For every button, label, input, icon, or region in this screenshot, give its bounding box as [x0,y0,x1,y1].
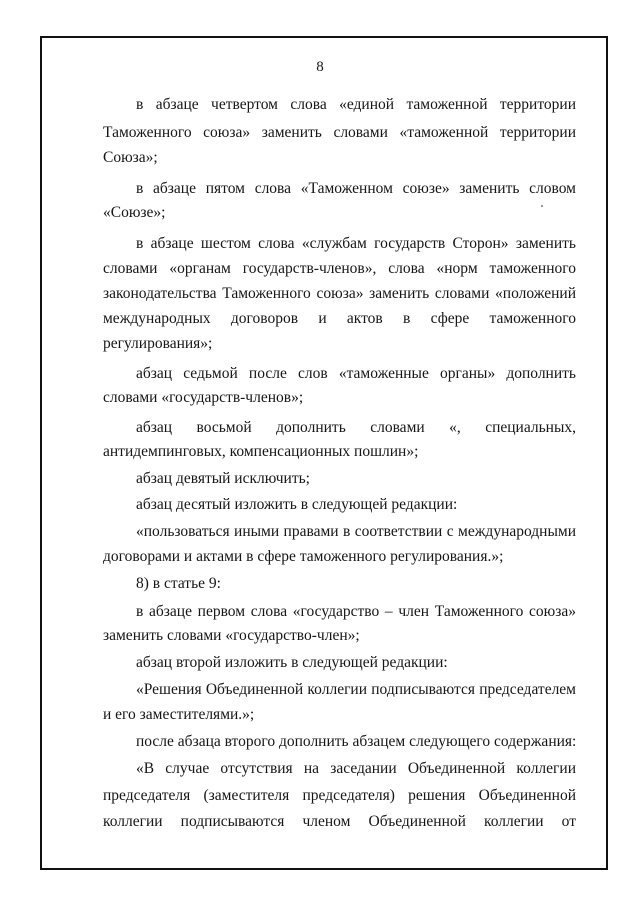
text-line: законодательства Таможенного союза» заменить словами «положений [103,285,576,302]
text-line: в абзаце шестом слова «службам государств Сторон» заменить [136,235,576,252]
text-line: антидемпинговых, компенсационных пошлин»; [103,443,419,460]
text-line: «Решения Объединенной коллегии подписываются председателем [136,681,576,698]
text-line: коллегии подписываются членом Объединенной коллегии от [103,813,576,830]
text-line: после абзаца второго дополнить абзацем следующего содержания: [136,733,577,750]
text-line: «В случае отсутствия на заседании Объединенной коллегии [136,760,576,777]
text-line: договорами и актами в сфере таможенного регулирования.»; [103,548,504,565]
text-line: абзац десятый изложить в следующей редакции: [136,496,458,513]
text-line: в абзаце первом слова «государство – член Таможенного союза» [136,603,576,620]
text-line: Союза»; [103,149,158,166]
text-line: «Союзе»; [103,204,166,221]
text-line: регулирования»; [103,335,213,352]
text-line: «пользоваться иными правами в соответствии с международными [136,523,576,540]
text-line: 8) в статье 9: [136,575,221,592]
text-line: международных договоров и актов в сфере таможенного [103,310,576,327]
text-line: словами «органам государств-членов», слова «норм таможенного [103,260,576,277]
text-line: абзац восьмой дополнить словами «, специальных, [136,419,576,436]
text-line: заменить словами «государство-член»; [103,627,360,644]
scan-speck [541,205,543,207]
text-line: в абзаце четвертом слова «единой таможенной территории [136,96,576,113]
text-line: абзац второй изложить в следующей редакции: [136,654,448,671]
page-number: 8 [316,59,324,75]
text-line: Таможенного союза» заменить словами «таможенной территории [103,124,576,141]
text-line: и его заместителями.»; [103,706,255,723]
text-line: председателя (заместителя председателя) решения Объединенной [103,787,576,804]
text-line: в абзаце пятом слова «Таможенном союзе» заменить словом [136,180,576,197]
text-line: абзац седьмой после слов «таможенные органы» дополнить [136,365,576,382]
text-line: словами «государств-членов»; [103,389,304,406]
text-line: абзац девятый исключить; [136,470,310,487]
